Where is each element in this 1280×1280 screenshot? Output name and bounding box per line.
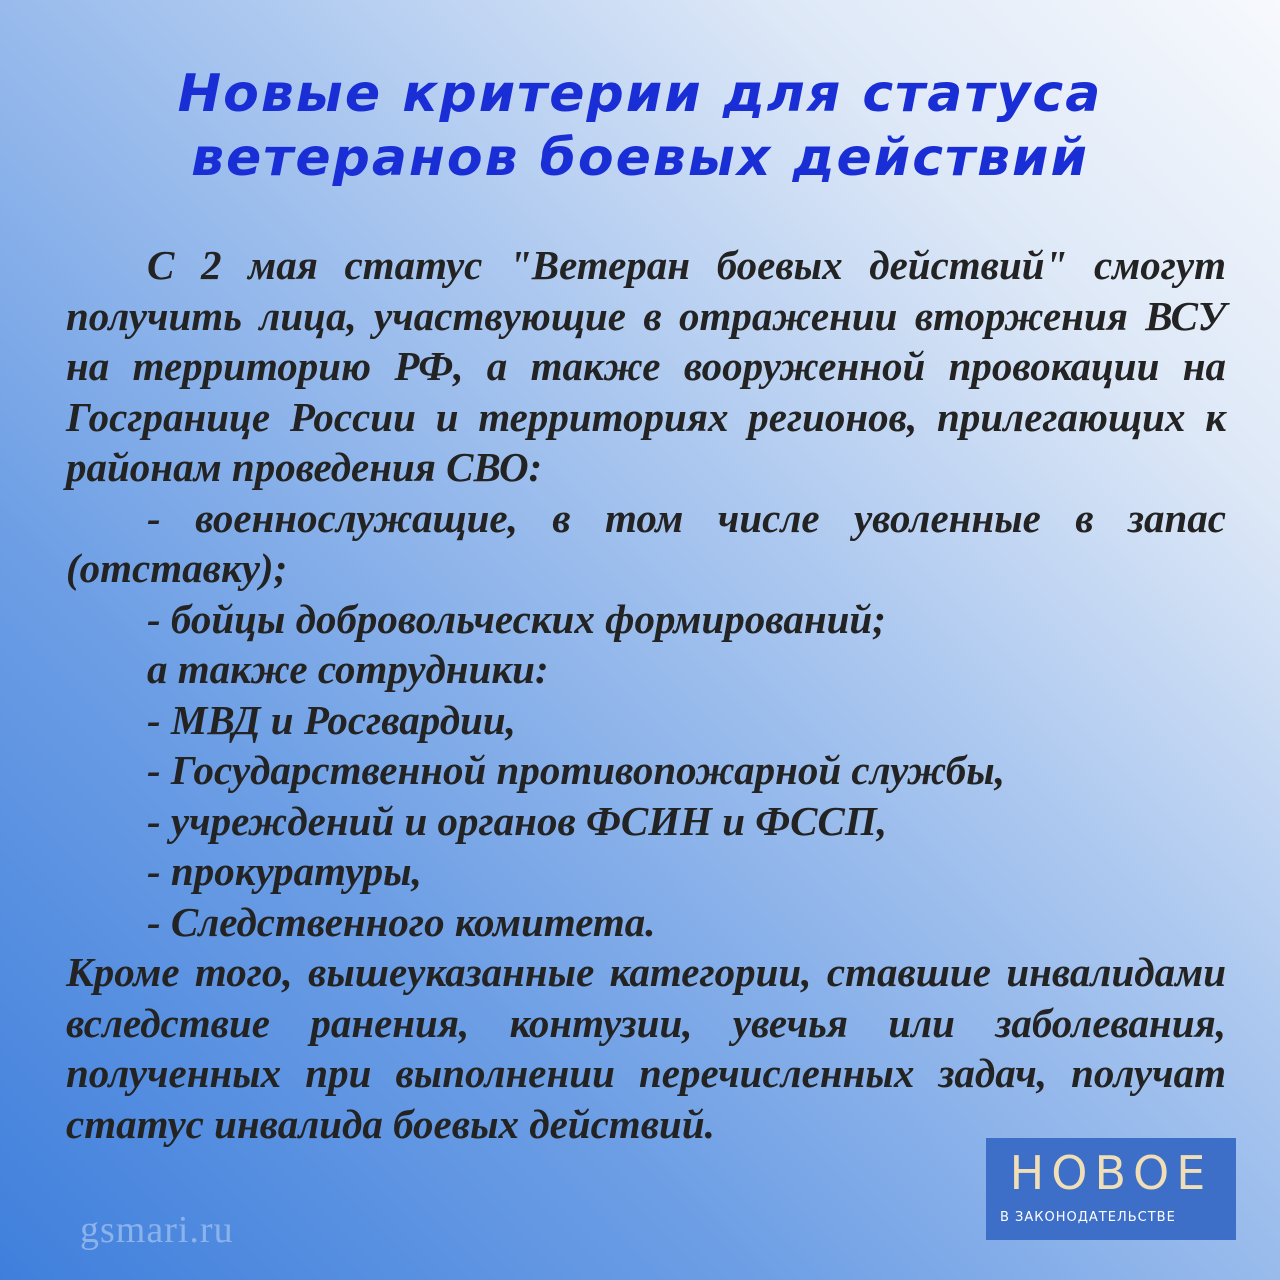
conclusion-paragraph: Кроме того, вышеуказанные категории, ставшие инвалидами вследствие ранения, контузии, увечья или заболевания, полученных при выполнении перечисленных задач, получат статус инвалида боевых действий. bbox=[66, 949, 1226, 1147]
logo-sub-text: В ЗАКОНОДАТЕЛЬСТВЕ bbox=[1000, 1210, 1176, 1225]
list-item-fsin: - учреждений и органов ФСИН и ФССП, bbox=[147, 797, 887, 844]
list-subheading-employees: а также сотрудники: bbox=[147, 646, 549, 692]
title-line-2: ветеранов боевых действий bbox=[191, 128, 1089, 188]
page-title bbox=[0, 62, 1280, 190]
list-item-investigative: - Следственного комитета. bbox=[147, 898, 656, 945]
list-item-volunteers: - бойцы добровольческих формирований; bbox=[147, 595, 886, 642]
list-item-prosecutor: - прокуратуры, bbox=[147, 848, 422, 894]
watermark: gsmari.ru bbox=[80, 1209, 234, 1251]
list-item-mvd: - МВД и Росгвардии, bbox=[147, 696, 516, 743]
title-line-1: Новые критерии для статуса bbox=[177, 64, 1103, 124]
list-item-military: - военнослужащие, в том числе уволенные в запас (отставку); bbox=[66, 494, 1226, 591]
list-item-fire-service: - Государственной противопожарной службы, bbox=[147, 747, 1005, 793]
intro-paragraph: С 2 мая статус "Ветеран боевых действий" смогут получить лица, участвующие в отражении вторжения ВСУ на территорию РФ, а также вооруженной провокации на Госгранице России и территориях регионов, прилегающих к районам проведения СВО: bbox=[66, 242, 1226, 490]
logo bbox=[986, 1138, 1236, 1240]
logo-main-text: НОВОЕ bbox=[1009, 1146, 1213, 1200]
article-body bbox=[66, 240, 1226, 1149]
